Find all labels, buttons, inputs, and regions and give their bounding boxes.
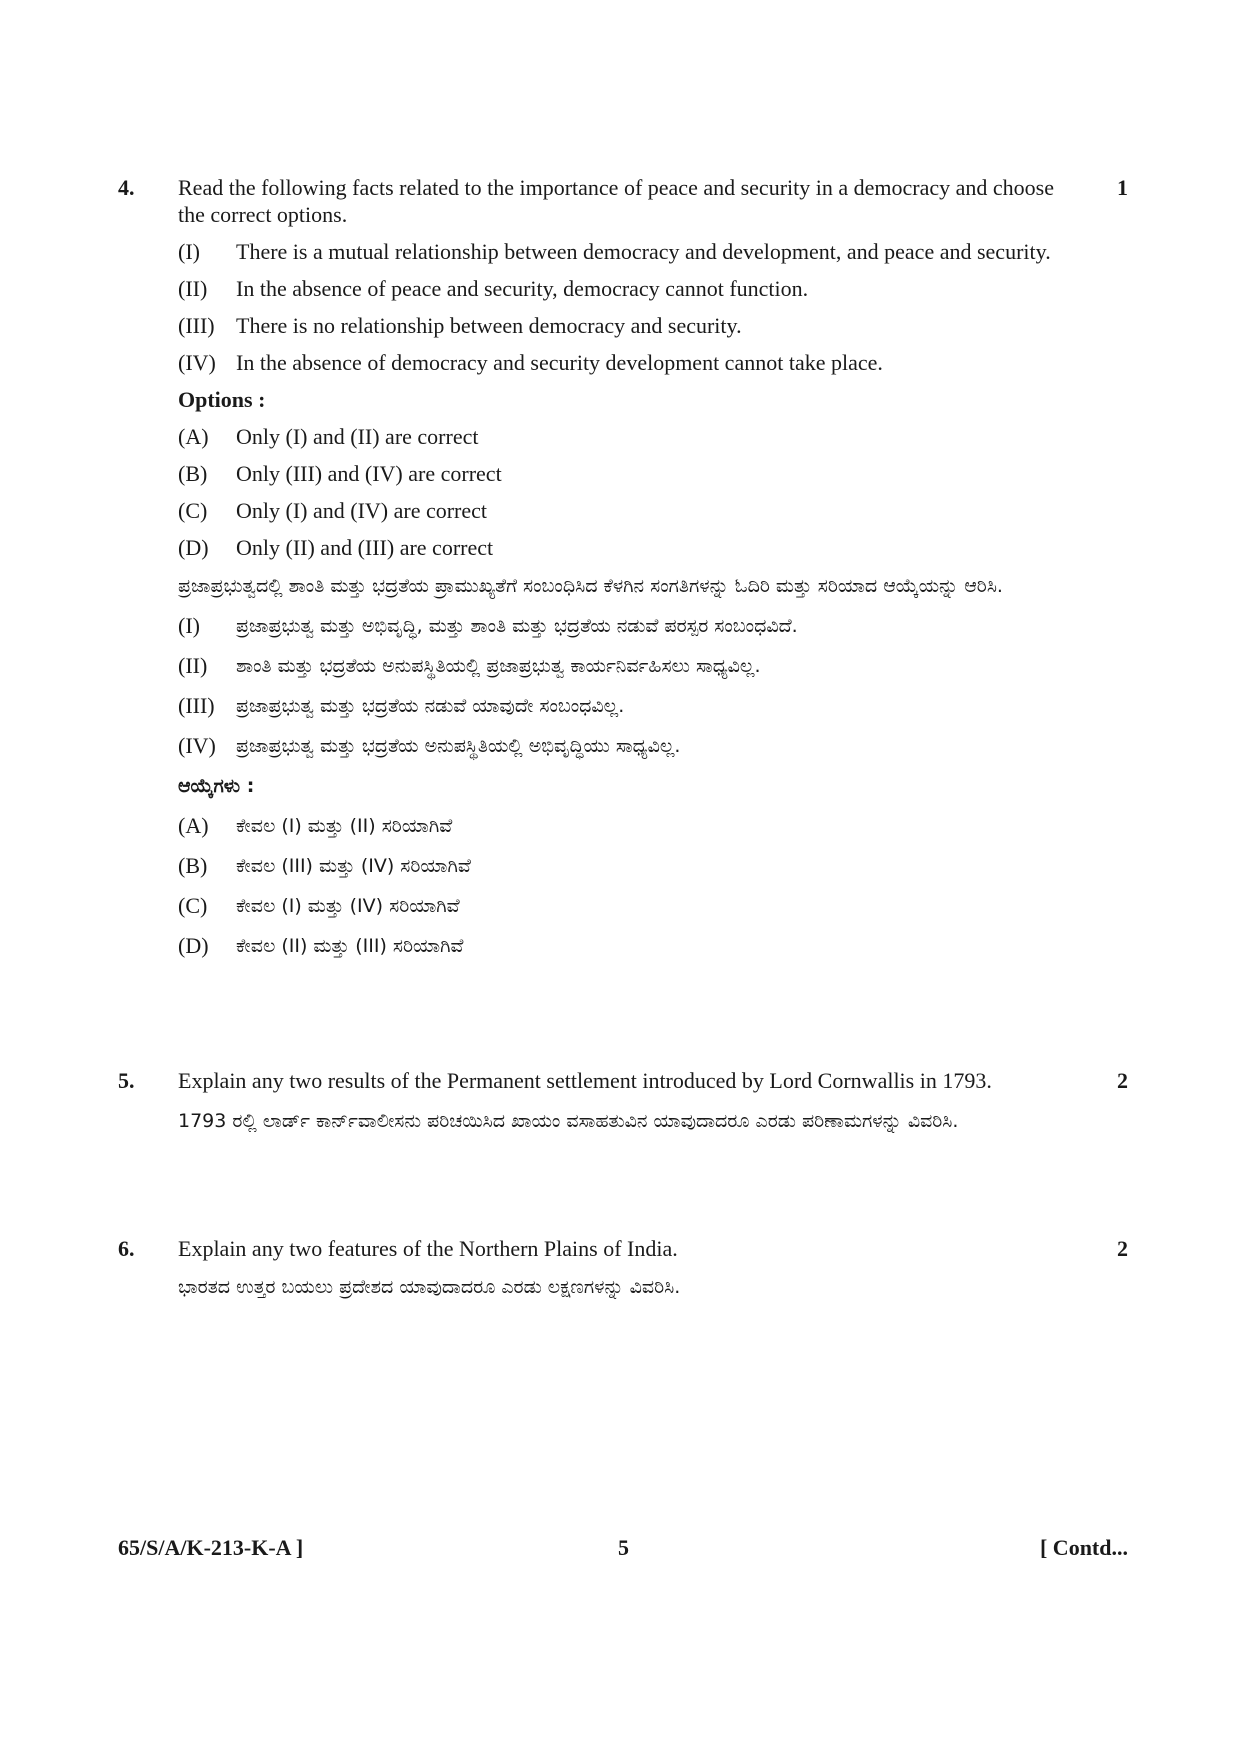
page-number: 5 bbox=[618, 1535, 629, 1560]
option-kn-b bbox=[178, 851, 1068, 881]
question-marks: 1 bbox=[1117, 175, 1128, 200]
question-stem-en: Read the following facts related to the importance of peace and security in a democracy and choose the correct options. bbox=[178, 175, 1054, 227]
statement-kn-iv bbox=[178, 731, 1068, 761]
option-label: (A) bbox=[178, 424, 209, 449]
question-marks: 2 bbox=[1117, 1236, 1128, 1261]
statement-label: (II) bbox=[178, 276, 208, 301]
statement-label: (IV) bbox=[178, 733, 216, 758]
question-stem-kn: ಭಾರತದ ಉತ್ತರ ಬಯಲು ಪ್ರದೇಶದ ಯಾವುದಾದರೂ ಎರಡು ಲಕ್ಷಣಗಳನ್ನು ವಿವರಿಸಿ. bbox=[178, 1276, 681, 1298]
question-number: 6. bbox=[118, 1236, 135, 1261]
option-en-c bbox=[178, 497, 1068, 524]
option-text: ಕೇವಲ (III) ಮತ್ತು (IV) ಸರಿಯಾಗಿವೆ bbox=[236, 855, 471, 877]
option-label: (D) bbox=[178, 933, 209, 958]
option-text: ಕೇವಲ (I) ಮತ್ತು (IV) ಸರಿಯಾಗಿವೆ bbox=[236, 895, 460, 917]
options-heading-kn: ಆಯ್ಕೆಗಳು : bbox=[178, 775, 255, 797]
option-label: (B) bbox=[178, 461, 208, 486]
statement-en-ii bbox=[178, 275, 1068, 302]
statement-en-i bbox=[178, 238, 1068, 265]
option-text: Only (III) and (IV) are correct bbox=[236, 461, 502, 486]
option-label: (A) bbox=[178, 813, 209, 838]
statement-text: ಪ್ರಜಾಪ್ರಭುತ್ವ ಮತ್ತು ಭದ್ರತೆಯ ನಡುವೆ ಯಾವುದೇ ಸಂಬಂಧವಿಲ್ಲ. bbox=[236, 695, 625, 717]
statement-label: (I) bbox=[178, 239, 200, 264]
statement-text: In the absence of peace and security, democracy cannot function. bbox=[236, 276, 809, 301]
option-label: (D) bbox=[178, 535, 209, 560]
statement-text: ಶಾಂತಿ ಮತ್ತು ಭದ್ರತೆಯ ಅನುಪಸ್ಥಿತಿಯಲ್ಲಿ ಪ್ರಜಾಪ್ರಭುತ್ವ ಕಾರ್ಯನಿರ್ವಹಿಸಲು ಸಾಧ್ಯವಿಲ್ಲ. bbox=[236, 655, 761, 677]
question-number: 5. bbox=[118, 1068, 135, 1093]
paper-code: 65/S/A/K-213-K-A ] bbox=[118, 1535, 304, 1560]
option-text: Only (I) and (IV) are correct bbox=[236, 498, 488, 523]
option-label: (B) bbox=[178, 853, 208, 878]
option-kn-a bbox=[178, 811, 1068, 841]
question-6 bbox=[118, 1235, 1128, 1302]
options-heading-en: Options : bbox=[178, 387, 266, 412]
statement-kn-ii bbox=[178, 651, 1068, 681]
statement-en-iv bbox=[178, 349, 1068, 376]
statement-kn-i bbox=[178, 611, 1068, 641]
statement-text: In the absence of democracy and security development cannot take place. bbox=[236, 350, 883, 375]
statement-text: There is no relationship between democracy and security. bbox=[236, 313, 742, 338]
statement-text: ಪ್ರಜಾಪ್ರಭುತ್ವ ಮತ್ತು ಭದ್ರತೆಯ ಅನುಪಸ್ಥಿತಿಯಲ್ಲಿ ಅಭಿವೃದ್ಧಿಯು ಸಾಧ್ಯವಿಲ್ಲ. bbox=[236, 735, 681, 757]
page-footer bbox=[118, 1535, 1128, 1565]
question-marks: 2 bbox=[1117, 1068, 1128, 1093]
question-5 bbox=[118, 1067, 1128, 1136]
statement-label: (III) bbox=[178, 693, 215, 718]
option-text: Only (I) and (II) are correct bbox=[236, 424, 479, 449]
option-kn-d bbox=[178, 931, 1068, 961]
option-text: ಕೇವಲ (II) ಮತ್ತು (III) ಸರಿಯಾಗಿವೆ bbox=[236, 935, 464, 957]
option-en-b bbox=[178, 460, 1068, 487]
statement-label: (III) bbox=[178, 313, 215, 338]
statement-text: ಪ್ರಜಾಪ್ರಭುತ್ವ ಮತ್ತು ಅಭಿವೃದ್ಧಿ, ಮತ್ತು ಶಾಂತಿ ಮತ್ತು ಭದ್ರತೆಯ ನಡುವೆ ಪರಸ್ಪರ ಸಂಬಂಧವಿದೆ. bbox=[236, 615, 798, 637]
statement-label: (I) bbox=[178, 613, 200, 638]
statement-text: There is a mutual relationship between democracy and development, and peace and security. bbox=[236, 239, 1051, 264]
statement-label: (IV) bbox=[178, 350, 216, 375]
option-kn-c bbox=[178, 891, 1068, 921]
question-number: 4. bbox=[118, 175, 135, 200]
question-stem-en: Explain any two features of the Northern Plains of India. bbox=[178, 1236, 678, 1261]
statement-label: (II) bbox=[178, 653, 208, 678]
option-label: (C) bbox=[178, 893, 208, 918]
continued-label: [ Contd... bbox=[1039, 1535, 1128, 1560]
option-text: Only (II) and (III) are correct bbox=[236, 535, 494, 560]
option-en-a bbox=[178, 423, 1068, 450]
option-en-d bbox=[178, 534, 1068, 561]
question-stem-kn: ಪ್ರಜಾಪ್ರಭುತ್ವದಲ್ಲಿ ಶಾಂತಿ ಮತ್ತು ಭದ್ರತೆಯ ಪ್ರಾಮುಖ್ಯತೆಗೆ ಸಂಬಂಧಿಸಿದ ಕೆಳಗಿನ ಸಂಗತಿಗಳನ್ನು ಓದಿರಿ ಮತ್ತು ಸರಿಯಾದ ಆಯ್ಕೆಯನ್ನು ಆರಿಸಿ. bbox=[178, 575, 1003, 597]
statement-kn-iii bbox=[178, 691, 1068, 721]
question-4 bbox=[118, 174, 1128, 971]
option-text: ಕೇವಲ (I) ಮತ್ತು (II) ಸರಿಯಾಗಿವೆ bbox=[236, 815, 453, 837]
option-label: (C) bbox=[178, 498, 208, 523]
question-stem-en: Explain any two results of the Permanent settlement introduced by Lord Cornwallis in 1793. bbox=[178, 1068, 992, 1093]
question-stem-kn: 1793 ರಲ್ಲಿ ಲಾರ್ಡ್ ಕಾರ್ನ್‌ವಾಲೀಸನು ಪರಿಚಯಿಸಿದ ಖಾಯಂ ವಸಾಹತುವಿನ ಯಾವುದಾದರೂ ಎರಡು ಪರಿಣಾಮಗಳನ್ನು ವಿವರಿಸಿ. bbox=[178, 1110, 959, 1132]
statement-en-iii bbox=[178, 312, 1068, 339]
